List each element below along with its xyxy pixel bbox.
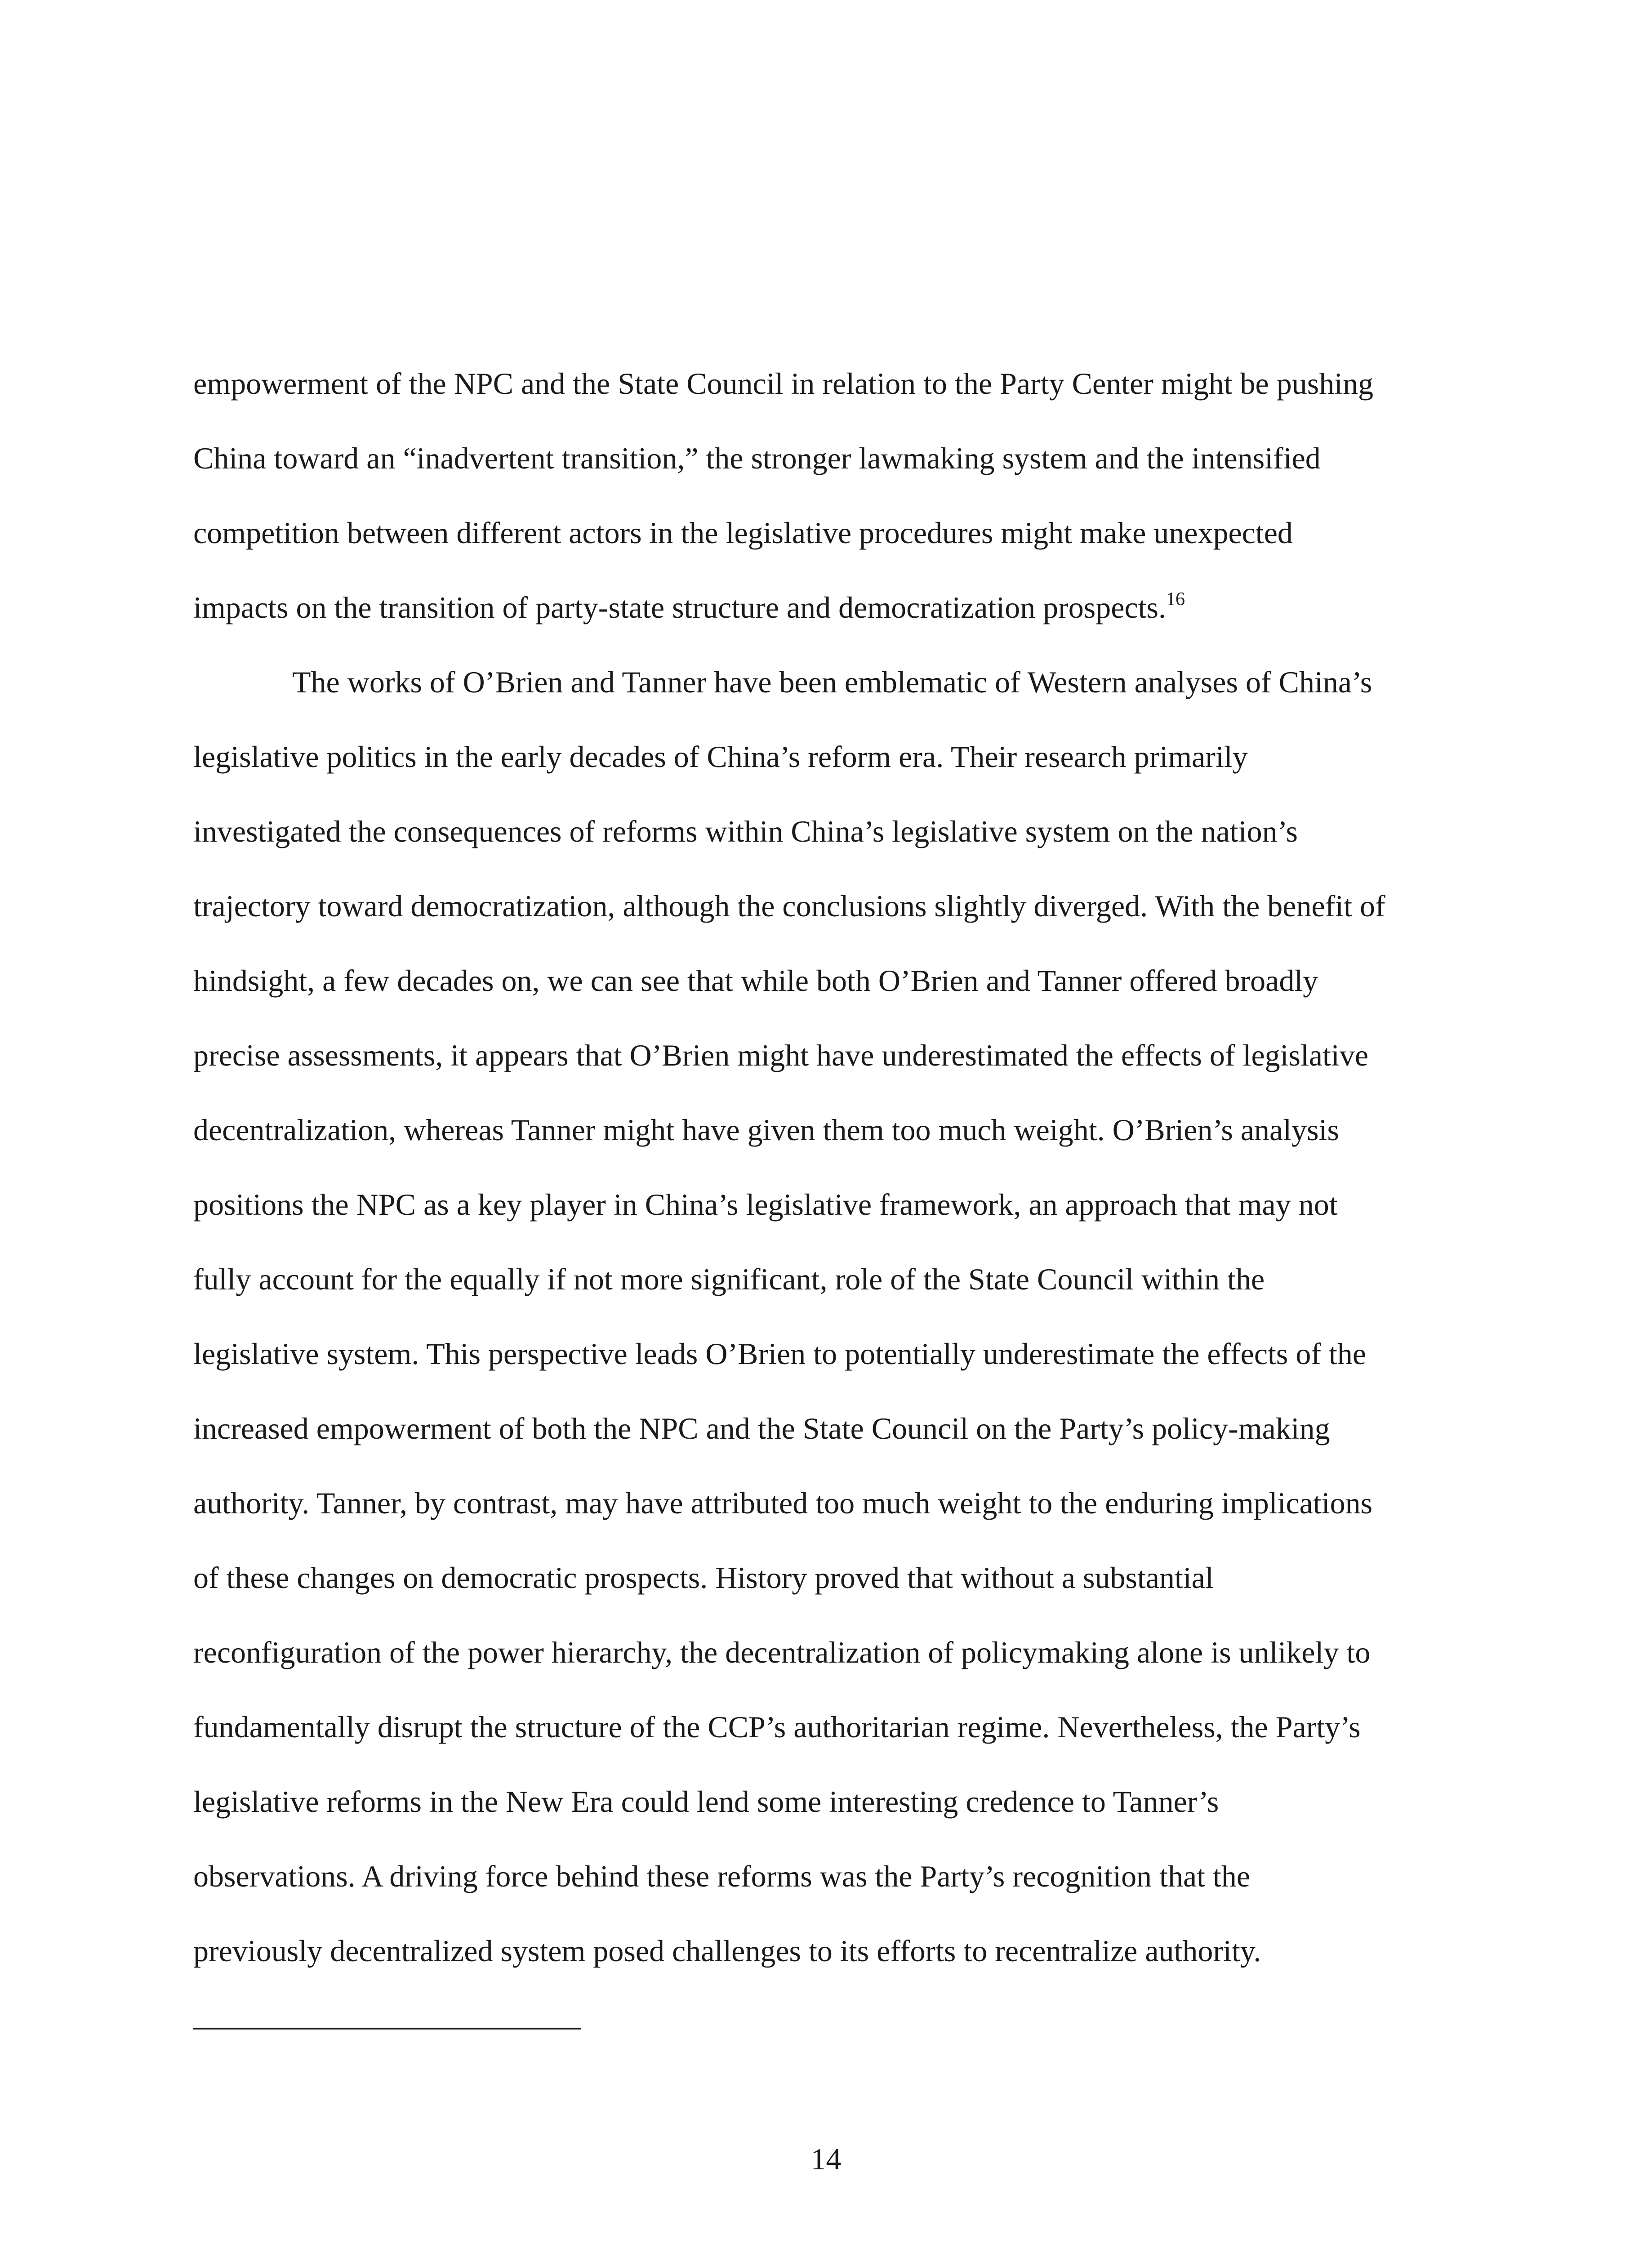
text-line: fundamentally disrupt the structure of the CCP’s authoritarian regime. Nevertheless, the Party’s (193, 1710, 1361, 1744)
text-line: fully account for the equally if not more significant, role of the State Council within the (193, 1262, 1265, 1296)
text-line: reconfiguration of the power hierarchy, the decentralization of policymaking alone is unlikely to (193, 1635, 1371, 1669)
text-line: The works of O’Brien and Tanner have been emblematic of Western analyses of China’s (292, 665, 1372, 699)
text-line: hindsight, a few decades on, we can see that while both O’Brien and Tanner offered broadly (193, 963, 1318, 998)
text-line: legislative reforms in the New Era could lend some interesting credence to Tanner’s (193, 1784, 1219, 1819)
text-line: decentralization, whereas Tanner might have given them too much weight. O’Brien’s analysis (193, 1113, 1339, 1147)
text-line: positions the NPC as a key player in China’s legislative framework, an approach that may not (193, 1187, 1338, 1222)
footnote-separator (193, 2028, 581, 2029)
text-line: investigated the consequences of reforms within China’s legislative system on the nation’s (193, 814, 1298, 848)
text-line: competition between different actors in the legislative procedures might make unexpected (193, 516, 1293, 550)
text-line: trajectory toward democratization, although the conclusions slightly diverged. With the benefit of (193, 889, 1385, 923)
footnote-reference[interactable]: 16 (1166, 589, 1185, 610)
text-line (193, 587, 1185, 628)
text-line: previously decentralized system posed challenges to its efforts to recentralize authority. (193, 1934, 1261, 1968)
text-line: of these changes on democratic prospects. History proved that without a substantial (193, 1561, 1214, 1595)
text-line: legislative politics in the early decades of China’s reform era. Their research primarily (193, 740, 1248, 774)
text-line: authority. Tanner, by contrast, may have attributed too much weight to the enduring implications (193, 1486, 1373, 1520)
text-line: legislative system. This perspective leads O’Brien to potentially underestimate the effects of the (193, 1337, 1367, 1371)
text-line: observations. A driving force behind these reforms was the Party’s recognition that the (193, 1859, 1251, 1893)
text-line-content: impacts on the transition of party-state structure and democratization prospects. (193, 590, 1166, 624)
text-line: China toward an “inadvertent transition,” the stronger lawmaking system and the intensified (193, 441, 1321, 475)
text-line: empowerment of the NPC and the State Council in relation to the Party Center might be pushing (193, 366, 1374, 401)
text-line: increased empowerment of both the NPC and the State Council on the Party’s policy-making (193, 1411, 1330, 1445)
text-line: precise assessments, it appears that O’Brien might have underestimated the effects of legislative (193, 1038, 1369, 1072)
page-number: 14 (810, 2142, 842, 2176)
